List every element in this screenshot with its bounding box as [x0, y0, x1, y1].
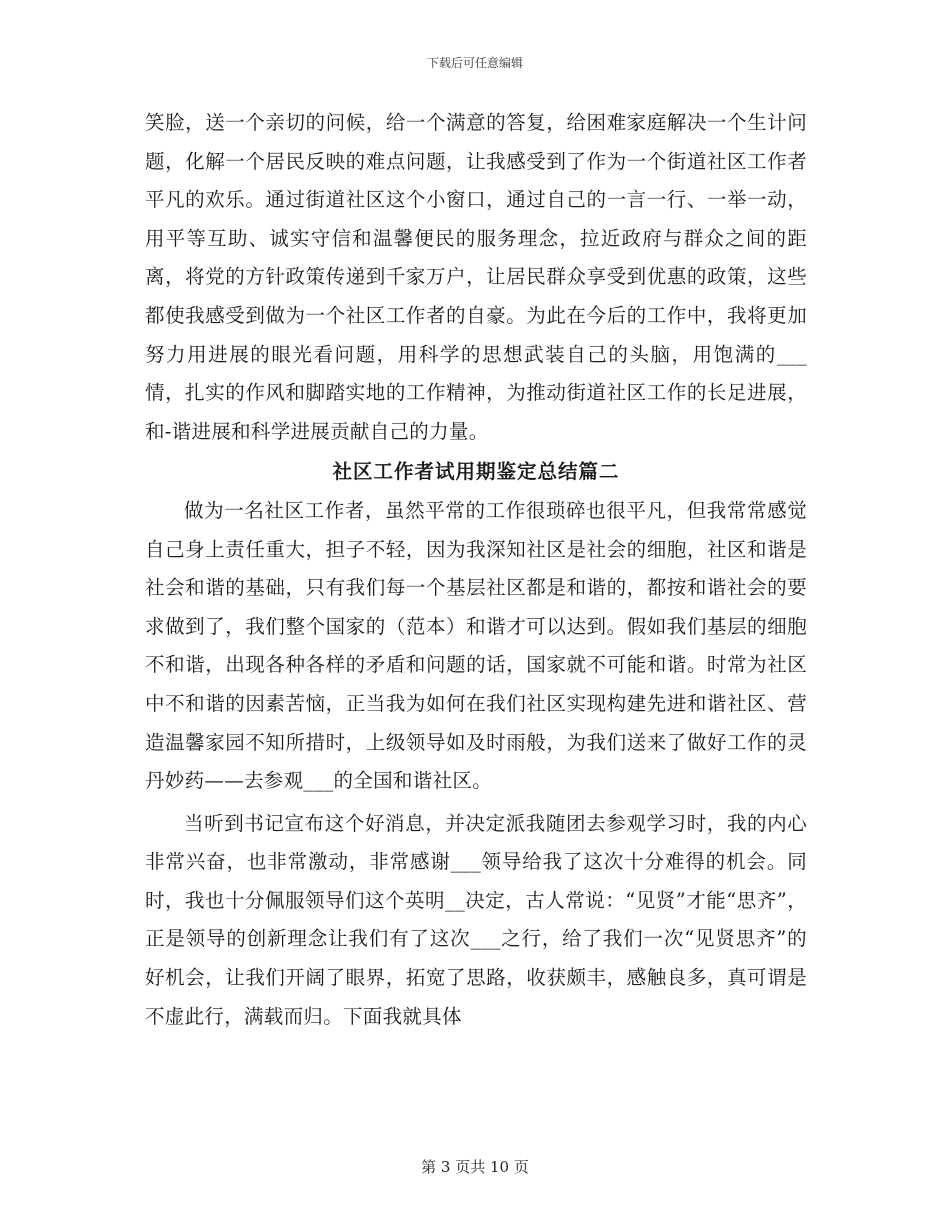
- paragraph-continued: 笑脸，送一个亲切的问候，给一个满意的答复，给困难家庭解决一个生计问题，化解一个居民反映的难点问题，让我感受到了作为一个街道社区工作者平凡的欢乐。通过街道社区这个小窗口，通过自己的一言一行、一举一动，用平等互助、诚实守信和温馨便民的服务理念，拉近政府与群众之间的距离，将党的方针政策传递到千家万户，让居民群众享受到优惠的政策，这些都使我感受到做为一个社区工作者的自豪。为此在今后的工作中，我将更加努力用进展的眼光看问题，用科学的思想武装自己的头脑，用饱满的___情，扎实的作风和脚踏实地的工作精神，为推动街道社区工作的长足进展，和-谐进展和科学进展贡献自己的力量。: [145, 111, 807, 443]
- paragraph-visit: 当听到书记宣布这个好消息，并决定派我随团去参观学习时，我的内心非常兴奋，也非常激动，非常感谢___领导给我了这次十分难得的机会。同时，我也十分佩服领导们这个英明__决定，古人常说：“见贤”才能“思齐”，正是领导的创新理念让我们有了这次___之行，给了我们一次“见贤思齐”的好机会，让我们开阔了眼界，拓宽了思路，收获颇丰，感触良多，真可谓是不虚此行，满载而归。下面我就具体: [145, 811, 807, 1028]
- document-body: [145, 104, 807, 1036]
- page-header-note: 下载后可任意编辑: [426, 56, 523, 70]
- page-footer-number: 第 3 页共 10 页: [421, 1158, 529, 1176]
- section-title: 社区工作者试用期鉴定总结篇二: [332, 460, 620, 484]
- paragraph-intro: 做为一名社区工作者，虽然平常的工作很琐碎也很平凡，但我常常感觉自己身上责任重大，担子不轻，因为我深知社区是社会的细胞，社区和谐是社会和谐的基础，只有我们每一个基层社区都是和谐的，都按和谐社会的要求做到了，我们整个国家的（范本）和谐才可以达到。假如我们基层的细胞不和谐，出现各种各样的矛盾和问题的话，国家就不可能和谐。时常为社区中不和谐的因素苦恼，正当我为如何在我们社区实现构建先进和谐社区、营造温馨家园不知所措时，上级领导如及时雨般，为我们送来了做好工作的灵丹妙药——去参观___的全国和谐社区。: [145, 498, 807, 793]
